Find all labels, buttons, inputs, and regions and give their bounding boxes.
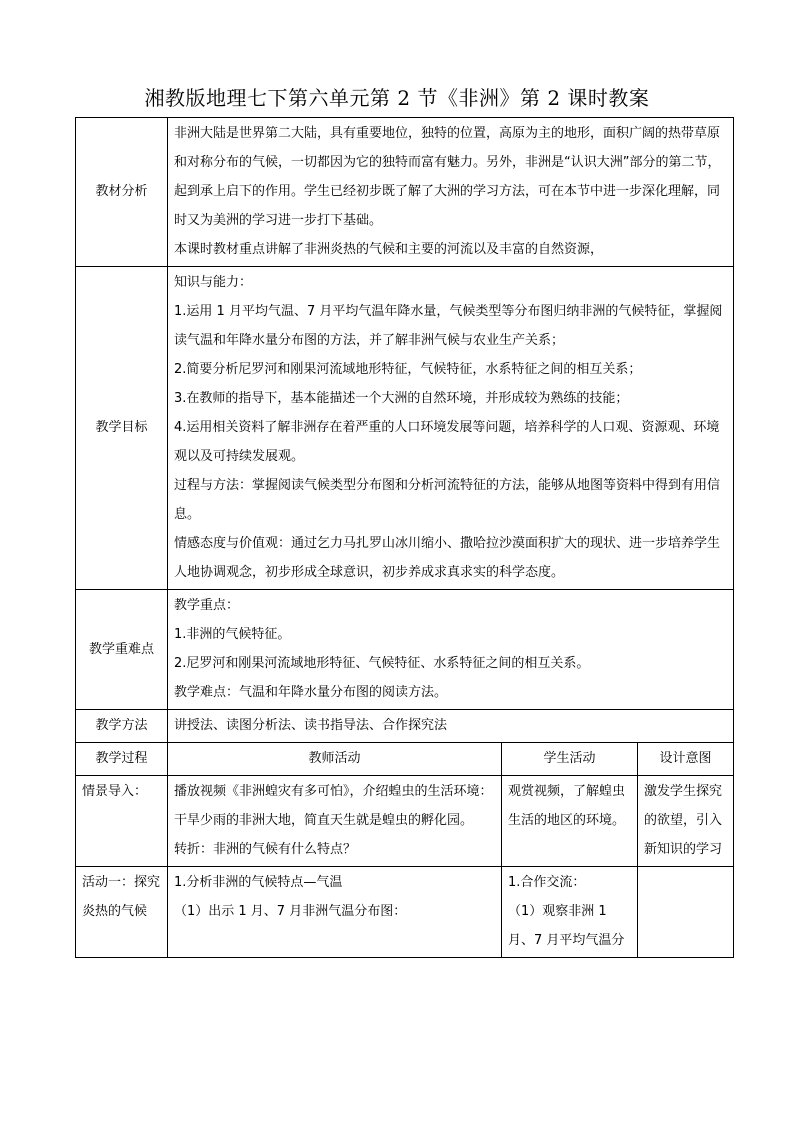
process-header-col1: 教学过程 — [76, 743, 168, 776]
row-intro — [76, 776, 734, 867]
row-key-points — [76, 590, 734, 710]
student-activity: 1.合作交流： — [508, 875, 586, 890]
goal-item: 3.在教师的指导下，基本能描述一个大洲的自然环境，并形成较为熟练的技能； — [174, 391, 629, 406]
activity1-teacher — [168, 867, 502, 958]
paragraph: 本课时教材重点讲解了非洲炎热的气候和主要的河流以及丰富的自然资源， — [174, 242, 604, 257]
teacher-activity: 1.分析非洲的气候特点—气温 — [174, 875, 343, 890]
page-title: 湘教版地理七下第六单元第 2 节《非洲》第 2 课时教案 — [144, 86, 650, 110]
teaching-goals-content — [168, 267, 734, 590]
row-label-teaching-goals: 教学目标 — [76, 267, 168, 590]
goal-item: 情感态度与价值观：通过乞力马扎罗山冰川缩小、撒哈拉沙漠面积扩大的现状、进一步培养学生人地协调观念，初步形成全球意识，初步养成求真求实的科学态度。 — [174, 536, 721, 580]
process-header-intent: 设计意图 — [638, 743, 734, 776]
intro-intent: 激发学生探究的欲望，引入新知识的学习 — [638, 776, 734, 867]
goal-item: 1.运用 1 月平均气温、7 月平均气温年降水量，气候类型等分布图归纳非洲的气候特征，掌握阅读气温和年降水量分布图的方法，并了解非洲气候与农业生产关系； — [174, 304, 723, 348]
goal-item: 过程与方法：掌握阅读气候类型分布图和分析河流特征的方法，能够从地图等资料中得到有用信息。 — [174, 478, 721, 522]
key-points-content — [168, 590, 734, 710]
key-point-item: 1.非洲的气候特征。 — [174, 627, 291, 642]
activity1-student — [502, 867, 638, 958]
teacher-activity: 转折：非洲的气候有什么特点？ — [174, 842, 357, 857]
methods-content: 讲授法、读图分析法、读书指导法、合作探究法 — [168, 710, 734, 743]
goal-item: 4.运用相关资料了解非洲存在着严重的人口环境发展等问题，培养科学的人口观、资源观、环境观以及可持续发展观。 — [174, 420, 720, 464]
activity1-label: 活动一：探究炎热的气候 — [76, 867, 168, 958]
row-activity1 — [76, 867, 734, 958]
row-process-header — [76, 743, 734, 776]
intro-student: 观赏视频，了解蝗虫生活的地区的环境。 — [502, 776, 638, 867]
row-methods — [76, 710, 734, 743]
intro-teacher — [168, 776, 502, 867]
key-point-item: 教学重点： — [174, 598, 240, 613]
row-label-key-points: 教学重难点 — [76, 590, 168, 710]
row-teaching-goals — [76, 267, 734, 590]
row-material-analysis — [76, 118, 734, 267]
goal-item: 知识与能力： — [174, 275, 253, 290]
row-label-methods: 教学方法 — [76, 710, 168, 743]
teacher-activity: （1）出示 1 月、7 月非洲气温分布图： — [174, 904, 407, 919]
key-point-item: 教学难点：气温和年降水量分布图的阅读方法。 — [174, 685, 448, 700]
activity1-intent — [638, 867, 734, 958]
process-header-student: 学生活动 — [502, 743, 638, 776]
teacher-activity: 播放视频《非洲蝗灾有多可怕》，介绍蝗虫的生活环境：干旱少雨的非洲大地，简直天生就是蝗虫的孵化园。 — [174, 784, 493, 828]
paragraph: 非洲大陆是世界第二大陆，具有重要地位，独特的位置，高原为主的地形，面积广阔的热带草原和对称分布的气候，一切都因为它的独特而富有魅力。另外，非洲是“认识大洲”部分的第二节，起到承上启下的作用。学生已经初步既了解了大洲的学习方法，可在本节中进一步深化理解，同时又为美洲的学习进一步打下基础。 — [174, 126, 721, 228]
student-activity: （1）观察非洲 1 月、7 月平均气温分 — [508, 904, 625, 948]
row-label-material-analysis: 教材分析 — [76, 118, 168, 267]
lesson-plan-table — [75, 117, 734, 958]
process-header-teacher: 教师活动 — [168, 743, 502, 776]
intro-label: 情景导入： — [76, 776, 168, 867]
goal-item: 2.简要分析尼罗河和刚果河流域地形特征，气候特征，水系特征之间的相互关系； — [174, 362, 642, 377]
material-analysis-content — [168, 118, 734, 267]
key-point-item: 2.尼罗河和刚果河流域地形特征、气候特征、水系特征之间的相互关系。 — [174, 656, 590, 671]
